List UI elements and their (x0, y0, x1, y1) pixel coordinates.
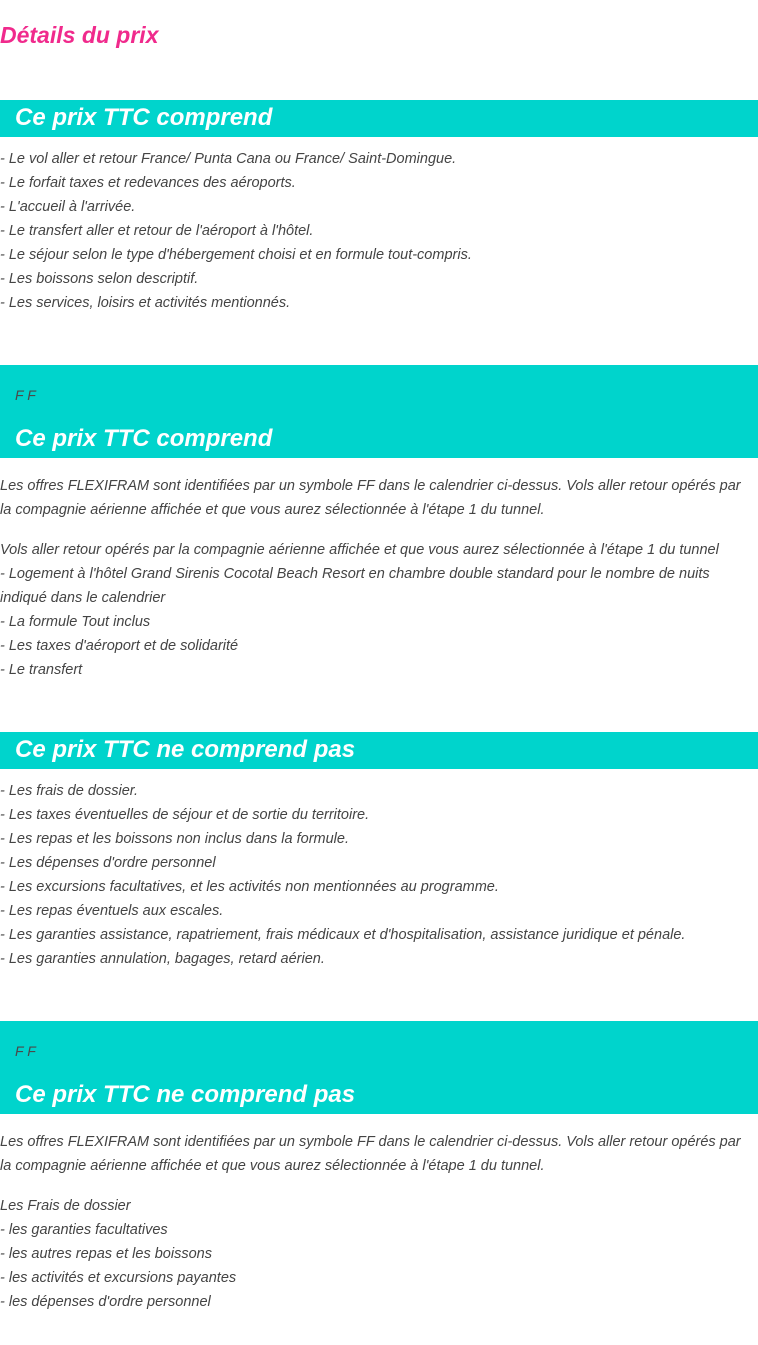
list-item: Vols aller retour opérés par la compagnie aérienne affichée et que vous aurez sélectionnée à l'étape 1 du tunnel (0, 542, 719, 558)
section-heading: Ce prix TTC ne comprend pas (15, 736, 356, 763)
section-header-flexifram-excludes (0, 1021, 758, 1114)
excludes-list (0, 779, 758, 971)
list-item: - Les dépenses d'ordre personnel (0, 855, 216, 871)
list-item: - les activités et excursions payantes (0, 1270, 237, 1286)
list-item: - Le vol aller et retour France/ Punta Cana ou France/ Saint-Domingue. (0, 151, 457, 167)
list-item: - Le forfait taxes et redevances des aéroports. (0, 175, 296, 191)
section-heading: Ce prix TTC comprend (15, 425, 273, 452)
list-item: - Les taxes éventuelles de séjour et de sortie du territoire. (0, 807, 370, 823)
list-item: - Logement à l'hôtel Grand Sirenis Cocotal Beach Resort en chambre double standard pour le nombre de nuits indiqué dans le calendrier (0, 566, 710, 606)
flexifram-includes-list (0, 538, 745, 682)
section-heading: Ce prix TTC ne comprend pas (15, 1081, 356, 1108)
list-item: Les Frais de dossier (0, 1198, 131, 1214)
ff-badge: F F (15, 387, 36, 403)
list-item: - Les repas et les boissons non inclus dans la formule. (0, 831, 349, 847)
list-item: - Les garanties annulation, bagages, retard aérien. (0, 951, 325, 967)
list-item: - Les taxes d'aéroport et de solidarité (0, 638, 239, 654)
list-item: - Le transfert (0, 662, 83, 678)
section-heading: Ce prix TTC comprend (15, 104, 273, 131)
list-item: - les dépenses d'ordre personnel (0, 1294, 211, 1310)
list-item: - les autres repas et les boissons (0, 1246, 212, 1262)
flexifram-intro-text: Les offres FLEXIFRAM sont identifiées par un symbole FF dans le calendrier ci-dessus. Vols aller retour opérés par la compagnie aérienne affichée et que vous aurez sélectionnée à l'étape 1 du tunnel. (0, 1134, 741, 1174)
list-item: - Les repas éventuels aux escales. (0, 903, 224, 919)
list-item: - La formule Tout inclus (0, 614, 151, 630)
list-item: - Les boissons selon descriptif. (0, 271, 199, 287)
list-item: - Le séjour selon le type d'hébergement choisi et en formule tout-compris. (0, 247, 472, 263)
section-header-includes (0, 100, 758, 137)
list-item: - Les excursions facultatives, et les activités non mentionnées au programme. (0, 879, 499, 895)
list-item: - Le transfert aller et retour de l'aéroport à l'hôtel. (0, 223, 314, 239)
flexifram-intro-text: Les offres FLEXIFRAM sont identifiées par un symbole FF dans le calendrier ci-dessus. Vols aller retour opérés par la compagnie aérienne affichée et que vous aurez sélectionnée à l'étape 1 du tunnel. (0, 478, 741, 518)
page-title: Détails du prix (0, 22, 159, 48)
ff-badge: F F (15, 1043, 36, 1059)
list-item: - Les services, loisirs et activités mentionnés. (0, 295, 291, 311)
list-item: - L'accueil à l'arrivée. (0, 199, 136, 215)
section-header-flexifram-includes (0, 365, 758, 458)
list-item: - les garanties facultatives (0, 1222, 168, 1238)
list-item: - Les frais de dossier. (0, 783, 139, 799)
section-header-excludes (0, 732, 758, 769)
list-item: - Les garanties assistance, rapatriement, frais médicaux et d'hospitalisation, assistance juridique et pénale. (0, 927, 686, 943)
flexifram-excludes-list (0, 1194, 758, 1314)
includes-list (0, 147, 758, 315)
